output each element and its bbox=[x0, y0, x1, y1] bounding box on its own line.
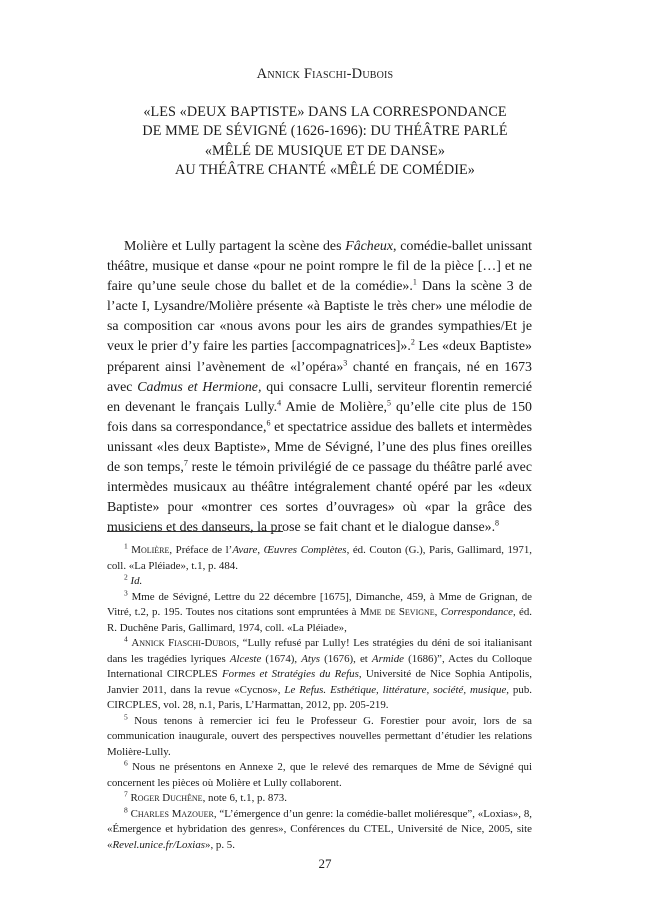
footnote-number: 3 bbox=[124, 587, 128, 597]
footnote-4 bbox=[107, 636, 532, 714]
footnote-number: 7 bbox=[124, 789, 128, 799]
body-text bbox=[107, 237, 532, 538]
text-span: (1676), et bbox=[320, 652, 372, 665]
italic-title: Œuvres Complètes bbox=[263, 544, 347, 556]
footnote-5 bbox=[107, 711, 532, 761]
footnote-7 bbox=[107, 791, 532, 807]
text-span: qui consacre Lulli, serviteur florentin remercié en devenant le français Lully. bbox=[107, 379, 533, 415]
text-span: Nous ne présentons en Annexe 2, que le relevé des remarques de Mme de Sévigné qui concernent les pièces où Molière et Lully collaborent. bbox=[107, 761, 532, 789]
footnote-number: 6 bbox=[124, 758, 128, 768]
author-smallcaps: Roger Duchêne bbox=[130, 792, 203, 804]
page-number: 27 bbox=[318, 856, 332, 871]
italic-title: Fâcheux bbox=[345, 239, 394, 254]
text-span: , “L’émergence d’un genre: la comédie-ballet moliéresque”, «Loxias», 8, «Émergence et hybridation des genres», Conférences du CTEL, Université de Nice, 2005, site « bbox=[107, 807, 532, 851]
text-span: Dans la scène 3 de l’acte I, Lysandre/Molière présente «à Baptiste le très cher» une mélodie de sa composition car «nous avons pour les airs de grandes sympathies/Et je veux le prier d’y faire les parties [accompagnatrices]». bbox=[107, 279, 533, 355]
footnote-number: 2 bbox=[124, 572, 128, 582]
text-span: Molière et Lully partagent la scène des bbox=[124, 239, 346, 254]
footnote-ref-5[interactable]: 5 bbox=[386, 398, 391, 408]
text-span: , note 6, t.1, p. 873. bbox=[202, 792, 287, 804]
article-title-line-1: «LES «DEUX BAPTISTE» DANS LA CORRESPONDANCE bbox=[143, 104, 507, 120]
text-span: , pub. CIRCPLES, vol. 28, n.1, Paris, L’Harmattan, 2012, pp. 205-219. bbox=[107, 683, 532, 711]
text-span: , éd. Couton (G.), Paris, Gallimard, 1971, coll. «La Pléiade», t.1, p. 484. bbox=[107, 544, 532, 572]
footnote-number: 5 bbox=[124, 711, 128, 721]
text-span: , comédie-ballet unissant théâtre, musique et danse «pour ne point rompre le fil de la pièce […] et ne faire qu’une seule chose du ballet et de la comédie». bbox=[107, 239, 533, 295]
text-span: qu’elle cite plus de 150 fois dans sa correspondance, bbox=[107, 399, 532, 435]
text-span: , bbox=[257, 544, 264, 556]
footnote-3 bbox=[107, 587, 532, 637]
footnote-ref-3[interactable]: 3 bbox=[343, 357, 348, 367]
author-smallcaps: Molière bbox=[131, 544, 170, 556]
italic-title: Id. bbox=[130, 575, 143, 587]
italic-title: Formes et Stratégies du Refus bbox=[222, 668, 359, 680]
text-span: , “Lully refusé par Lully! Les stratégies du déni de soi italianisant dans les tragédies lyriques bbox=[107, 637, 532, 665]
article-title-line-3: «MÊLÉ DE MUSIQUE ET DE DANSE» bbox=[204, 143, 446, 159]
text-span: Les «deux Baptiste» préparent ainsi l’avènement de «l’opéra» bbox=[107, 339, 532, 375]
italic-title: Atys bbox=[301, 652, 321, 665]
text-span: , éd. R. Duchêne Paris, Gallimard, 1974, coll. «La Pléiade», bbox=[107, 606, 532, 634]
footnote-1 bbox=[107, 543, 532, 574]
footnote-ref-1[interactable]: 1 bbox=[412, 277, 417, 287]
article-title-line-4: AU THÉÂTRE CHANTÉ «MÊLÉ DE COMÉDIE» bbox=[175, 162, 475, 178]
footnote-ref-7[interactable]: 7 bbox=[183, 458, 188, 468]
text-span: , bbox=[434, 606, 441, 618]
author-smallcaps: Mme de Sevigne bbox=[359, 606, 435, 618]
footnote-ref-8[interactable]: 8 bbox=[495, 518, 500, 528]
text-span: Amie de Molière, bbox=[281, 399, 387, 415]
footnote-8 bbox=[107, 804, 532, 854]
footnote-2 bbox=[107, 574, 532, 590]
italic-title: Avare bbox=[232, 544, 258, 556]
text-span: (1686)”, Actes du Colloque International CIRCPLES bbox=[107, 652, 532, 680]
footnote-6 bbox=[107, 760, 532, 791]
text-span: Nous tenons à remercier ici feu le Professeur G. Forestier pour avoir, lors de sa communication inaugurale, ouvert des perspectives nouvelles permettant d’étudier les relations Molière-Lully. bbox=[107, 714, 532, 758]
footnote-number: 4 bbox=[124, 634, 128, 644]
text-span: Mme de Sévigné, Lettre du 22 décembre [1675], Dimanche, 459, à Mme de Grignan, de Vitré, t.2, p. 195. Toutes nos citations sont empruntées à bbox=[107, 590, 532, 618]
author-smallcaps: Annick Fiaschi-Dubois bbox=[131, 637, 237, 649]
italic-title: Cadmus et Hermione, bbox=[137, 379, 262, 395]
footnotes bbox=[107, 543, 532, 853]
footnote-separator bbox=[107, 531, 283, 532]
footnote-number: 1 bbox=[124, 541, 128, 551]
footnote-number: 8 bbox=[124, 804, 128, 814]
author-smallcaps: Charles Mazouer bbox=[130, 807, 214, 820]
author-name: Annick Fiaschi-Dubois bbox=[256, 66, 394, 82]
footnote-ref-2[interactable]: 2 bbox=[410, 337, 415, 347]
footnote-ref-4[interactable]: 4 bbox=[277, 398, 282, 408]
text-span: », p. 5. bbox=[205, 838, 235, 851]
body-paragraph bbox=[107, 237, 532, 538]
text-span: reste le témoin privilégié de ce passage du théâtre parlé avec intermèdes musicaux au théâtre intégralement chanté opéré par les «deux Baptiste» pour «montrer ces sortes d’ouvrages» où «par la grâce des musiciens et des danseurs, la prose se fait chant et le dialogue danse». bbox=[107, 460, 532, 536]
italic-title: Revel.unice.fr/Loxias bbox=[112, 838, 205, 851]
text-span: et spectatrice assidue des ballets et intermèdes unissant «les deux Baptiste», Mme de Sévigné, l’une des plus fines oreilles de son temps, bbox=[107, 419, 532, 476]
article-title-line-2: DE MME DE SÉVIGNÉ (1626-1696): DU THÉÂTRE PARLÉ bbox=[142, 123, 508, 139]
footnote-ref-6[interactable]: 6 bbox=[266, 418, 271, 428]
text-span: , Université de Nice Sophia Antipolis, Janvier 2011, dans la revue «Cycnos», bbox=[107, 668, 532, 696]
text-span: , Préface de l’ bbox=[169, 544, 233, 556]
text-span: (1674), bbox=[261, 652, 302, 665]
italic-title: Le Refus. Esthétique, littérature, société, musique bbox=[284, 683, 507, 696]
italic-title: Correspondance bbox=[440, 606, 513, 618]
italic-title: Alceste bbox=[229, 652, 262, 665]
text-span: chanté en français, né en 1673 avec bbox=[107, 359, 532, 395]
italic-title: Armide bbox=[371, 652, 404, 665]
